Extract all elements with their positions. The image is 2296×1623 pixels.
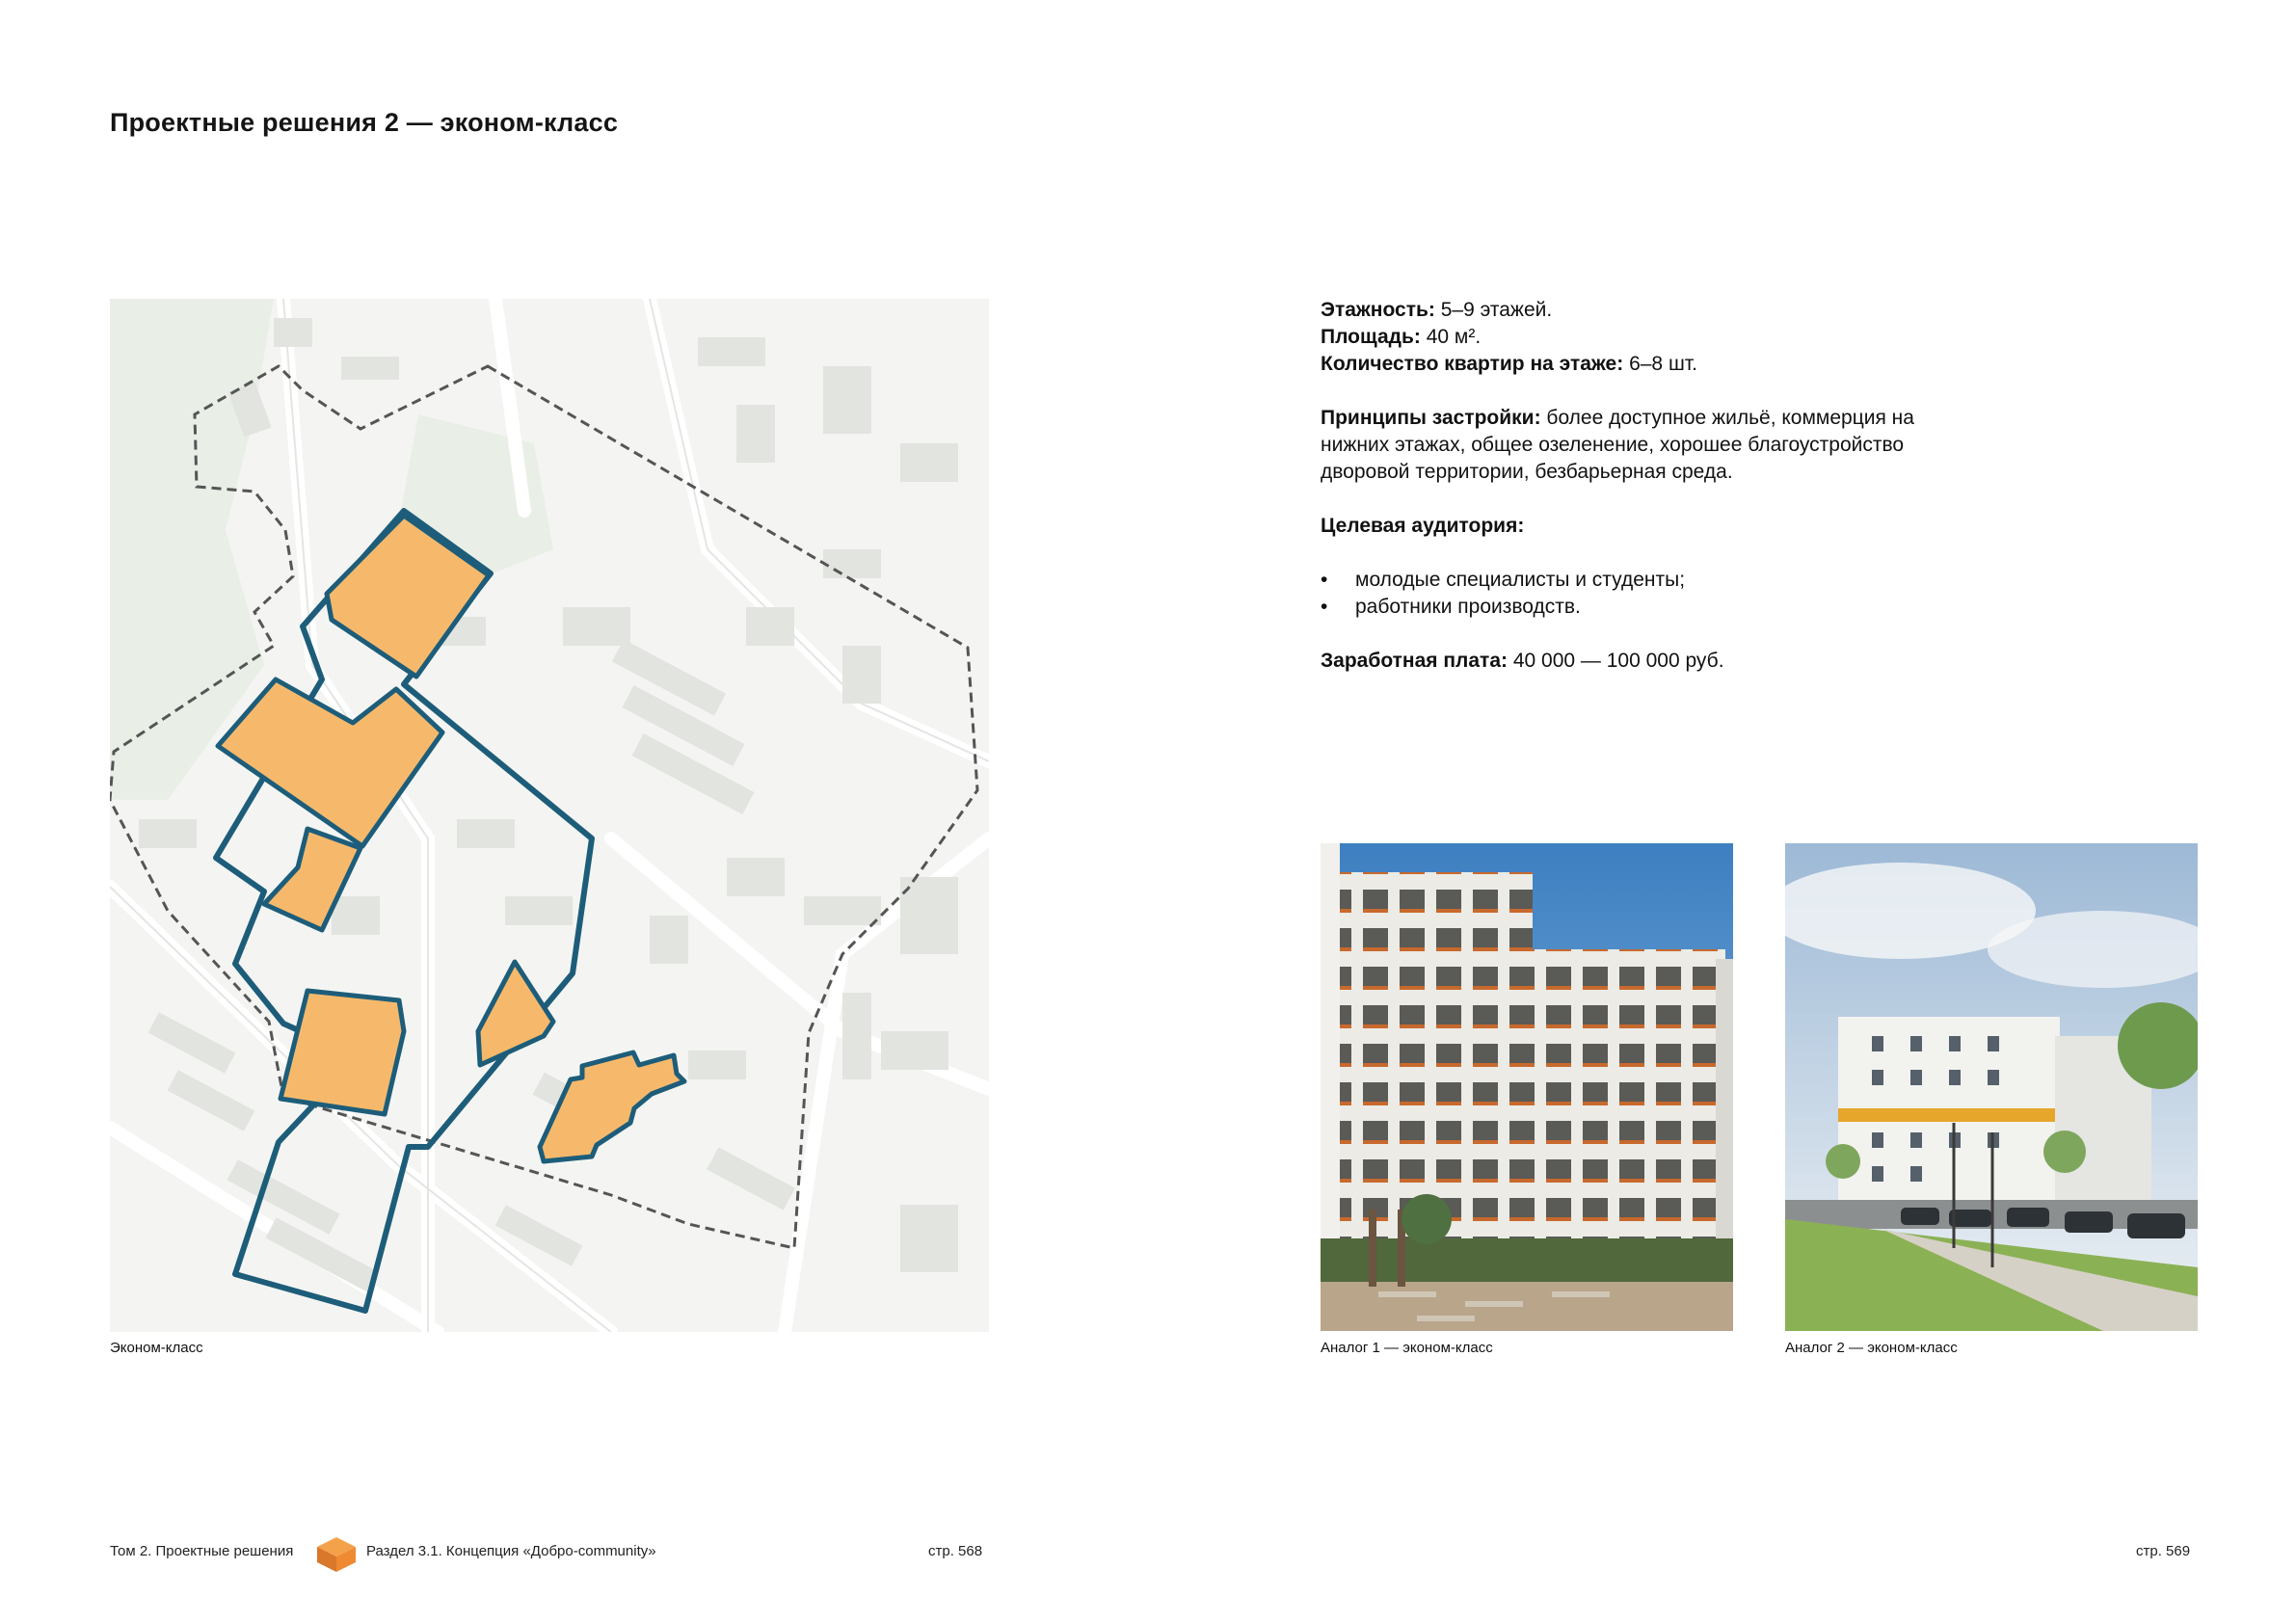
principles-value: более доступное жильё, коммерция на нижних этажах, общее озеленение, хорошее благоустройство дворовой территории, безбарьерная среда.	[1321, 407, 1914, 483]
apartments-value: 6–8 шт.	[1623, 353, 1697, 375]
principles-label: Принципы застройки:	[1321, 407, 1541, 429]
apartments-label: Количество квартир на этаже:	[1321, 353, 1624, 375]
salary-line	[1321, 648, 1947, 675]
info-block	[1321, 297, 1947, 675]
apartments-line	[1321, 351, 1947, 378]
page-number-left: стр. 568	[928, 1543, 983, 1559]
footer-section: Раздел 3.1. Концепция «Добро-community»	[366, 1543, 656, 1559]
area-label: Площадь:	[1321, 326, 1421, 348]
analog-photo-1	[1321, 843, 1733, 1331]
analog-photo-2	[1785, 843, 2198, 1331]
audience-line	[1321, 513, 1947, 540]
audience-label: Целевая аудитория:	[1321, 515, 1525, 537]
floors-line	[1321, 297, 1947, 324]
floors-value: 5–9 этажей.	[1434, 299, 1553, 321]
site-plan-map	[110, 299, 989, 1332]
list-item: • работники производств.	[1321, 594, 1947, 621]
analog-1-caption: Аналог 1 — эконом-класс	[1321, 1340, 1493, 1356]
salary-label: Заработная плата:	[1321, 650, 1508, 672]
logo-icon	[315, 1535, 358, 1574]
area-value: 40 м².	[1420, 326, 1482, 348]
area-line	[1321, 324, 1947, 351]
audience-list	[1321, 567, 1947, 621]
floors-label: Этажность:	[1321, 299, 1435, 321]
salary-value: 40 000 — 100 000 руб.	[1508, 650, 1724, 672]
principles-line	[1321, 405, 1947, 486]
map-caption: Эконом-класс	[110, 1340, 203, 1356]
analog-2-caption: Аналог 2 — эконом-класс	[1785, 1340, 1958, 1356]
footer-volume: Том 2. Проектные решения	[110, 1543, 294, 1559]
list-item: • молодые специалисты и студенты;	[1321, 567, 1947, 594]
page-number-right: стр. 569	[2136, 1543, 2191, 1559]
page-title: Проектные решения 2 — эконом-класс	[110, 108, 619, 137]
